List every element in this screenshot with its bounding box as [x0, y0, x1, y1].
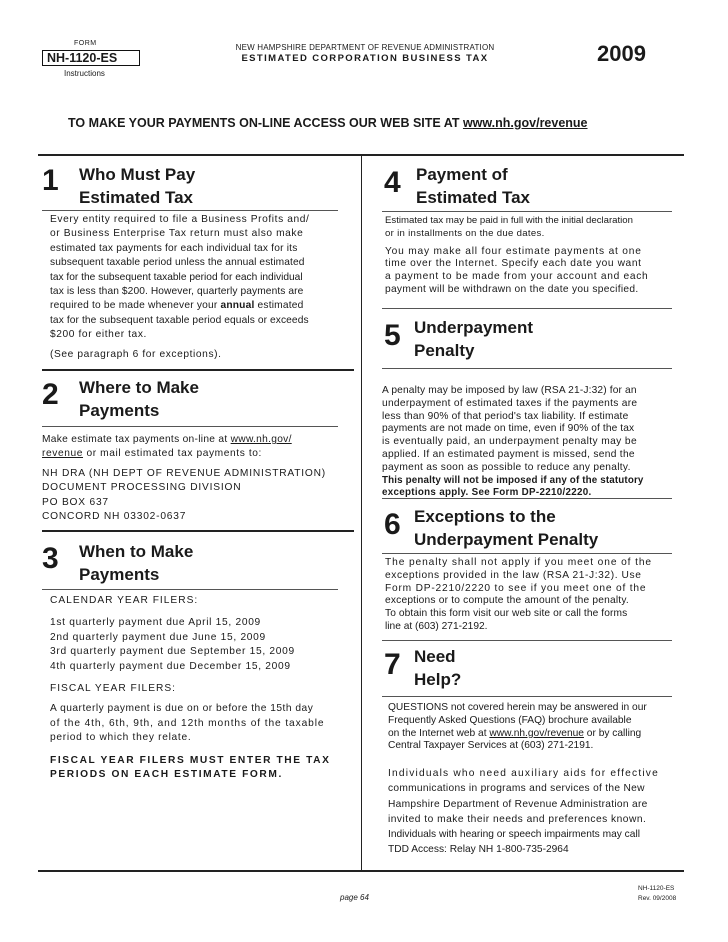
column-divider — [361, 156, 362, 870]
section-4-title — [416, 163, 530, 209]
section-4-line: Estimated tax may be paid in full with the initial declaration — [385, 215, 633, 226]
section-2-title-line1: Where to Make — [79, 378, 199, 397]
section-7-line: Central Taxpayer Services at (603) 271-2191. — [388, 740, 594, 752]
section-1-line-part: required to be made whenever your — [50, 300, 221, 312]
section-1-title-line2: Estimated Tax — [79, 188, 194, 207]
section-2-text: or mail estimated tax payments to: — [83, 448, 262, 460]
section-1-body — [50, 213, 350, 362]
section-5-line: underpayment of estimated taxes if the payments are — [382, 397, 638, 409]
section-1-note: (See paragraph 6 for exceptions). — [50, 348, 222, 360]
annual-emphasis: annual — [220, 300, 255, 312]
section-1-bottom-rule — [42, 369, 354, 371]
section-5-notice-line: exceptions apply. See Form DP-2210/2220. — [382, 487, 592, 499]
section-4-bottom-rule — [382, 308, 672, 309]
fiscal-filers-notice — [50, 754, 350, 783]
section-5-body — [382, 385, 674, 500]
address-line: NH DRA (NH DEPT OF REVENUE ADMINISTRATION) — [42, 467, 326, 479]
revenue-web-link[interactable]: www.nh.gov/revenue — [489, 727, 584, 739]
section-3-title-line1: When to Make — [79, 542, 194, 561]
agency-name: NEW HAMPSHIRE DEPARTMENT OF REVENUE ADMINISTRATION — [235, 43, 495, 52]
section-2-number: 2 — [42, 378, 59, 411]
form-label: FORM — [74, 40, 97, 47]
section-1-line: subsequent taxable period unless the annual estimated — [50, 257, 305, 269]
section-3-title — [79, 540, 193, 586]
section-1-line: tax for the subsequent taxable period equals or exceeds — [50, 314, 309, 326]
calendar-payment-list — [50, 616, 350, 674]
section-5-bottom-rule — [382, 498, 672, 499]
section-6-title-line2: Underpayment Penalty — [414, 530, 599, 549]
section-7-line: Hampshire Department of Revenue Administration are — [388, 798, 648, 810]
section-6-title — [414, 505, 598, 551]
online-payment-notice — [68, 116, 588, 130]
section-7-line: communications in programs and services of the New — [388, 783, 645, 795]
section-6-line: exceptions provided in the law (RSA 21-J:32). Use — [385, 569, 642, 581]
calendar-filers-heading: CALENDAR YEAR FILERS: — [50, 595, 199, 606]
payment-due-item: 1st quarterly payment due April 15, 2009 — [50, 617, 261, 629]
section-3-rule — [42, 589, 338, 590]
section-6-line: To obtain this form visit our web site or call the forms — [385, 608, 628, 620]
section-5-line: A penalty may be imposed by law (RSA 21-J:32) for an — [382, 385, 637, 396]
section-7-title — [414, 645, 461, 691]
section-4-line: a payment to be made from your account and each — [385, 271, 649, 283]
fiscal-line: of the 4th, 6th, 9th, and 12th months of the taxable — [50, 717, 325, 729]
page-number: page 64 — [340, 893, 369, 902]
payment-due-item: 3rd quarterly payment due September 15, 2009 — [50, 646, 295, 658]
section-1-title-line1: Who Must Pay — [79, 165, 196, 184]
section-5-line: payments are not made on time, even if 90% of the tax — [382, 423, 635, 435]
section-5-notice — [382, 475, 674, 501]
section-6-title-line1: Exceptions to the — [414, 507, 556, 526]
section-5-title-line2: Penalty — [414, 341, 475, 360]
section-7-line: Individuals with hearing or speech impairments may call — [388, 829, 640, 840]
section-1-rule — [42, 210, 338, 211]
fiscal-notice-line: FISCAL YEAR FILERS MUST ENTER THE TAX — [50, 754, 331, 766]
section-2-title-line2: Payments — [79, 401, 160, 420]
section-4-title-line1: Payment of — [416, 165, 508, 184]
tax-year: 2009 — [597, 41, 646, 66]
section-1-line: tax for the subsequent taxable period for each individual — [50, 271, 303, 283]
section-1-line: tax is less than $200. However, quarterly payments are — [50, 286, 304, 298]
section-3-title-line2: Payments — [79, 565, 160, 584]
section-4-title-line2: Estimated Tax — [416, 188, 531, 207]
section-5-line: applied. If an estimated payment is missed, send the — [382, 448, 635, 460]
section-5-notice-line: This penalty will not be imposed if any of the statutory — [382, 474, 644, 486]
online-payment-text: TO MAKE YOUR PAYMENTS ON-LINE ACCESS OUR WEB SITE AT — [68, 116, 463, 130]
section-6-body — [385, 557, 677, 634]
section-1-line: Every entity required to file a Business Profits and/ — [50, 214, 310, 225]
section-1-number: 1 — [42, 164, 59, 197]
section-2-title — [79, 376, 199, 422]
section-7-line: Frequently Asked Questions (FAQ) brochure available — [388, 714, 632, 726]
section-7-line: invited to make their needs and preferences known. — [388, 813, 647, 825]
section-1-line: $200 for either tax. — [50, 329, 147, 341]
section-2-rule — [42, 426, 338, 427]
section-2-text: Make estimate tax payments on-line at — [42, 434, 231, 445]
section-7-line: TDD Access: Relay NH 1-800-735-2964 — [388, 844, 569, 856]
section-7-para2 — [388, 766, 678, 857]
section-7-rule — [382, 696, 672, 697]
fiscal-notice-line: PERIODS ON EACH ESTIMATE FORM. — [50, 769, 283, 781]
section-7-text: or by calling — [583, 727, 642, 739]
section-5-line: payment as soon as possible to reduce any penalty. — [382, 461, 631, 473]
section-2-line2 — [42, 447, 352, 461]
section-7-number: 7 — [384, 648, 401, 681]
section-2-bottom-rule — [42, 530, 354, 532]
form-title: ESTIMATED CORPORATION BUSINESS TAX — [241, 53, 489, 64]
address-line: PO BOX 637 — [42, 496, 109, 508]
revenue-web-link[interactable]: www.nh.gov/ — [230, 434, 292, 445]
section-7-title-line2: Help? — [414, 670, 462, 689]
fiscal-filers-heading: FISCAL YEAR FILERS: — [50, 683, 177, 695]
fiscal-line: period to which they relate. — [50, 732, 192, 744]
section-6-bottom-rule — [382, 640, 672, 641]
section-6-rule — [382, 553, 672, 554]
section-7-line — [388, 728, 678, 741]
section-7-line: QUESTIONS not covered herein may be answered in our — [388, 702, 647, 713]
address-line: CONCORD NH 03302-0637 — [42, 511, 187, 523]
footer-revision: Rev. 09/2008 — [638, 895, 677, 902]
section-7-title-line1: Need — [414, 647, 456, 666]
footer-form-number: NH-1120-ES — [638, 885, 675, 892]
address-line: DOCUMENT PROCESSING DIVISION — [42, 482, 242, 494]
footer-divider — [38, 870, 684, 872]
payment-due-item: 4th quarterly payment due December 15, 2009 — [50, 660, 291, 672]
section-6-line: exceptions or to compute the amount of the penalty. — [385, 595, 629, 607]
section-4-para2 — [385, 246, 677, 297]
section-5-number: 5 — [384, 319, 401, 352]
section-5-rule — [382, 368, 672, 369]
section-5-title-line1: Underpayment — [414, 318, 534, 337]
instructions-label: Instructions — [64, 69, 105, 78]
form-number: NH-1120-ES — [42, 50, 140, 66]
section-5-line: is eventually paid, an underpayment penalty may be — [382, 436, 638, 448]
section-1-line: or Business Enterprise Tax return must also make — [50, 228, 304, 240]
online-payment-link[interactable]: www.nh.gov/revenue — [462, 116, 588, 130]
section-1-line: estimated tax payments for each individual tax for its — [50, 242, 298, 254]
section-2-body — [42, 433, 352, 524]
footer-form-ref — [638, 884, 676, 904]
section-3-body — [50, 594, 350, 782]
section-1-title — [79, 163, 195, 209]
section-4-line: payment will be withdrawn on the date you specified. — [385, 283, 639, 295]
section-7-body — [388, 702, 678, 857]
section-6-line: line at (603) 271-2192. — [385, 620, 488, 632]
section-7-text: on the Internet web at — [388, 727, 490, 739]
revenue-web-link-cont[interactable]: revenue — [42, 448, 84, 460]
payment-due-item: 2nd quarterly payment due June 15, 2009 — [50, 631, 266, 643]
section-4-line: You may make all four estimate payments at one — [385, 245, 642, 257]
section-4-body — [385, 215, 677, 297]
section-3-number: 3 — [42, 542, 59, 575]
mailing-address — [42, 467, 352, 525]
section-1-line-part: estimated — [254, 300, 304, 312]
section-6-line: The penalty shall not apply if you meet one of the — [385, 557, 653, 568]
section-7-line: Individuals who need auxiliary aids for effective — [388, 768, 659, 780]
section-5-title — [414, 316, 533, 362]
section-4-line: or in installments on the due dates. — [385, 227, 545, 239]
section-1-line — [50, 299, 350, 313]
section-2-line1 — [42, 433, 352, 447]
section-4-rule — [382, 211, 672, 212]
section-6-number: 6 — [384, 508, 401, 541]
section-5-line: less than 90% of that period's tax liability. If estimate — [382, 410, 629, 422]
fiscal-line: A quarterly payment is due on or before the 15th day — [50, 703, 314, 715]
section-4-line: time over the Internet. Specify each date you want — [385, 258, 642, 270]
section-6-line: Form DP-2210/2220 to see if you meet one of the — [385, 582, 647, 594]
fiscal-filers-text — [50, 702, 350, 745]
section-4-number: 4 — [384, 166, 401, 199]
